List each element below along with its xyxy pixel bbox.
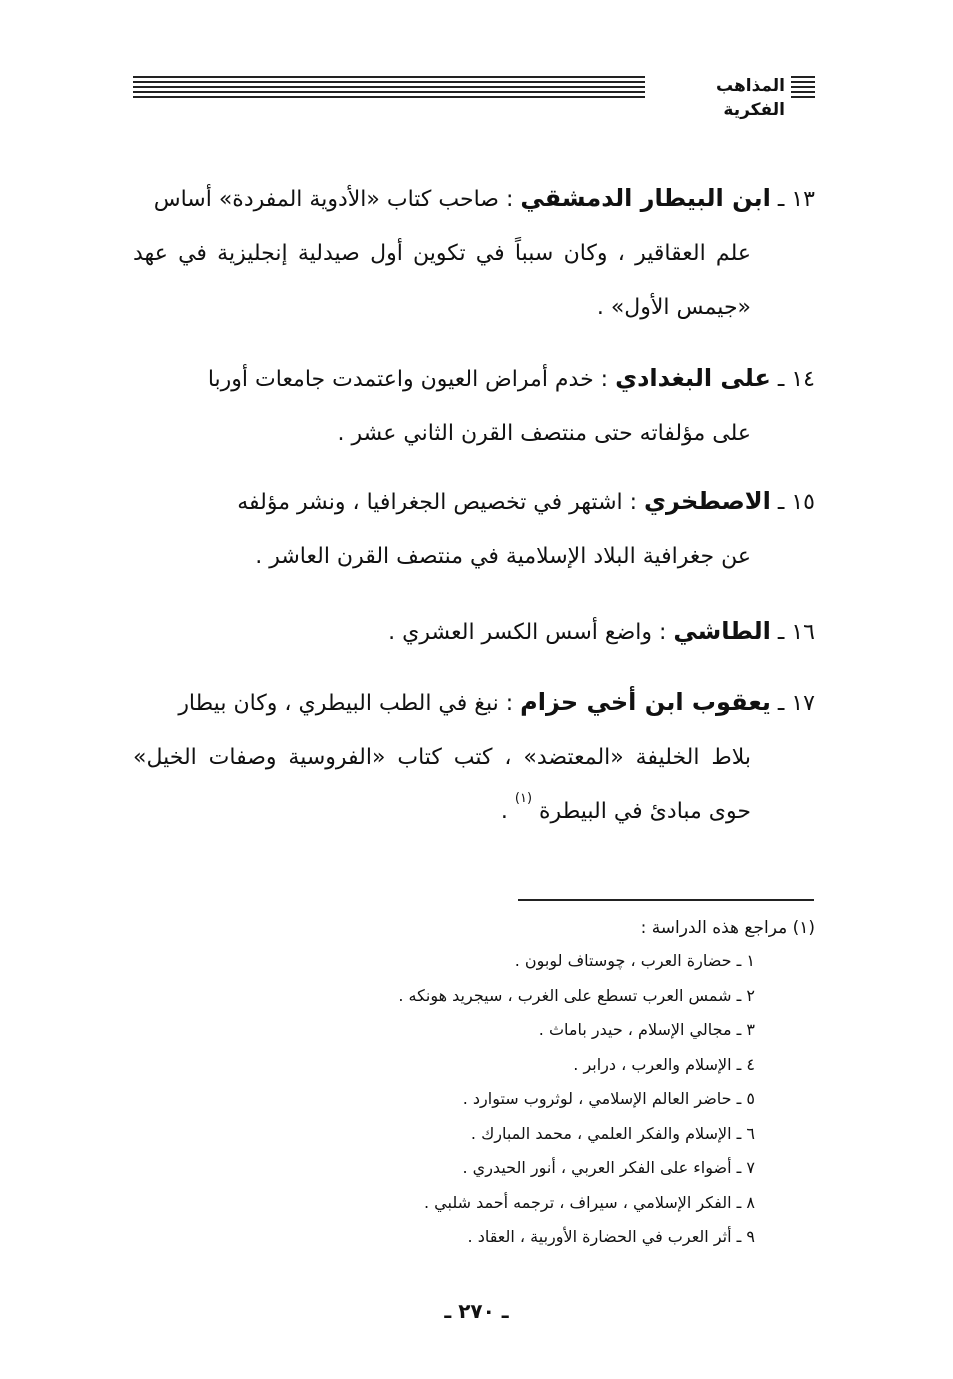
footnote-separator: [518, 899, 814, 901]
entry-name: على البغدادي: [615, 364, 771, 392]
reference-item: ٥ ـ حاضر العالم الإسلامي ، لوثروب ستوارد .: [462, 1089, 755, 1108]
entry-name: ابن البيطار الدمشقي: [520, 184, 771, 212]
entry-name: الطاشي: [673, 617, 771, 645]
reference-item: ٧ ـ أضواء على الفكر العربي ، أنور الحيدري .: [462, 1158, 755, 1177]
header-rule-left: [133, 76, 645, 98]
entry-number: ١٣ ـ: [777, 187, 815, 212]
entry-15: [133, 474, 815, 584]
entry-13: [133, 171, 815, 335]
reference-item: ٤ ـ الإسلام والعرب ، درابر .: [573, 1054, 755, 1074]
entry-text: : صاحب كتاب «الأدوية المفردة» أساس: [153, 187, 521, 212]
entry-number: ١٤ ـ: [777, 367, 815, 392]
running-header: [133, 76, 815, 120]
reference-item: ٦ ـ الإسلام والفكر العلمي ، محمد المبارك .: [470, 1123, 755, 1143]
footnote: [255, 912, 815, 1255]
footnote-title: (١) مراجع هذه الدراسة :: [640, 918, 815, 938]
entry-continuation: [133, 731, 815, 842]
entry-14: [133, 351, 815, 461]
entry-end-punctuation: .: [500, 799, 515, 824]
entry-text: : خدم أمراض العيون واعتمدت جامعات أوربا: [207, 367, 616, 392]
page-number: ـ ٢٧٠ ـ: [444, 1299, 509, 1323]
footnote-reference[interactable]: (١): [514, 791, 533, 806]
entry-text: : نبغ في الطب البيطري ، وكان بيطار: [178, 691, 521, 716]
entry-text: : اشتهر في تخصيص الجغرافيا ، ونشر مؤلفه: [237, 490, 645, 515]
header-title: المذاهب الفكرية: [665, 74, 785, 122]
header-rule-right: [791, 76, 815, 98]
reference-item: ٩ ـ أثر العرب في الحضارة الأوربية ، العقاد .: [467, 1227, 755, 1246]
entry-text: : واضع أسس الكسر العشري .: [388, 620, 674, 645]
entry-17: [133, 675, 815, 842]
reference-item: ٢ ـ شمس العرب تسطع على الغرب ، سيجريد هونكه .: [398, 985, 755, 1005]
reference-item: ٨ ـ الفكر الإسلامي ، سيراف ، ترجمه أحمد شلبي .: [423, 1192, 755, 1212]
entry-number: ١٦ ـ: [777, 620, 815, 645]
reference-item: ٣ ـ مجالي الإسلام ، حيدر باماث .: [538, 1020, 755, 1039]
entry-number: ١٧ ـ: [777, 691, 815, 716]
reference-list: [255, 944, 815, 1255]
reference-item: ١ ـ حضارة العرب ، چوستاف لوبون .: [514, 951, 755, 970]
entry-16: [133, 604, 815, 660]
entry-continuation: على مؤلفاته حتى منتصف القرن الثاني عشر .: [337, 421, 751, 446]
entry-name: الاصطخري: [644, 487, 771, 515]
entry-continuation-text: بلاط الخليفة «المعتضد» ، كتب كتاب «الفروسية وصفات الخيل» حوى مبادئ في البيطرة: [133, 745, 751, 824]
entry-continuation: علم العقاقير ، وكان سبباً في تكوين أول صيدلية إنجليزية في عهد «جيمس الأول» .: [133, 241, 751, 320]
entry-name: يعقوب ابن أخي حزام: [520, 688, 771, 716]
entry-number: ١٥ ـ: [777, 490, 815, 515]
entry-continuation: عن جغرافية البلاد الإسلامية في منتصف القرن العاشر .: [255, 544, 751, 569]
